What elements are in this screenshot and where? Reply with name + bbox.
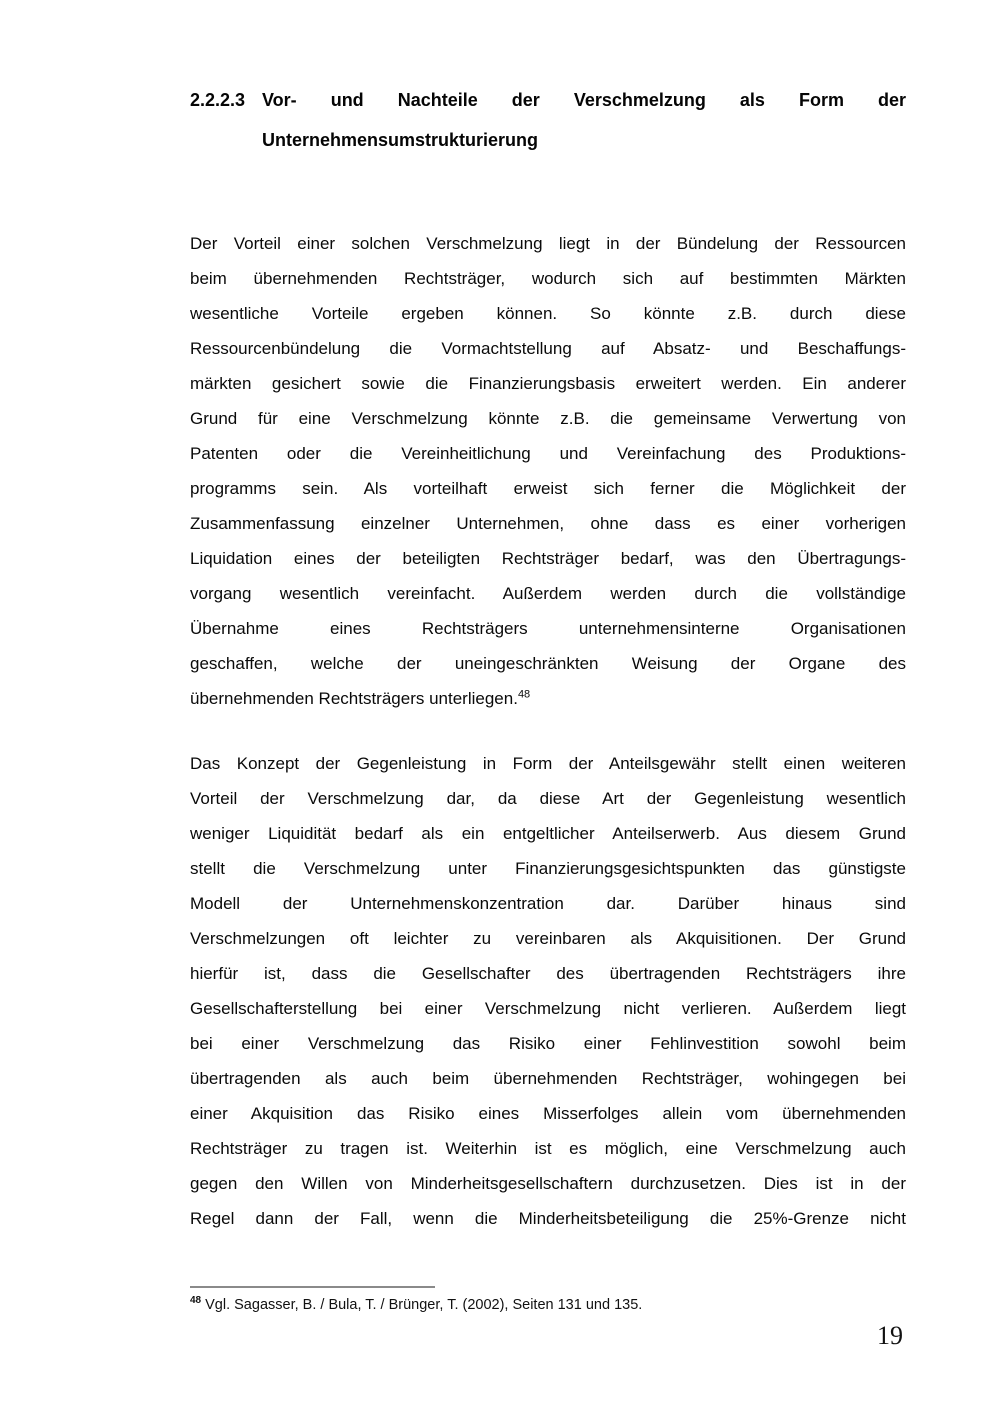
text-line: Grund für eine Verschmelzung könnte z.B. die gemeinsame Verwertung von bbox=[190, 409, 906, 428]
body-paragraph-2 bbox=[190, 746, 906, 1236]
footnote-area bbox=[190, 1286, 906, 1315]
footnote-text: Vgl. Sagasser, B. / Bula, T. / Brünger, T. (2002), Seiten 131 und 135. bbox=[205, 1297, 643, 1313]
text-line: Ressourcenbündelung die Vormachtstellung auf Absatz- und Beschaffungs- bbox=[190, 339, 906, 358]
text-line: geschaffen, welche der uneingeschränkten Weisung der Organe des bbox=[190, 654, 906, 673]
text-line: Der Vorteil einer solchen Verschmelzung liegt in der Bündelung der Ressourcen bbox=[190, 234, 906, 253]
text-line: wesentliche Vorteile ergeben können. So könnte z.B. durch diese bbox=[190, 304, 906, 323]
text-line: programms sein. Als vorteilhaft erweist sich ferner die Möglichkeit der bbox=[190, 479, 906, 498]
text-line: Gesellschafterstellung bei einer Verschmelzung nicht verlieren. Außerdem liegt bbox=[190, 999, 906, 1018]
text-line: Verschmelzungen oft leichter zu vereinbaren als Akquisitionen. Der Grund bbox=[190, 929, 906, 948]
text-line: gegen den Willen von Minderheitsgesellschaftern durchzusetzen. Dies ist in der bbox=[190, 1174, 906, 1193]
text-line-content: übernehmenden Rechtsträgers unterliegen. bbox=[190, 689, 518, 708]
section-heading bbox=[190, 80, 906, 160]
text-line: hierfür ist, dass die Gesellschafter des übertragenden Rechtsträgers ihre bbox=[190, 964, 906, 983]
text-line: übertragenden als auch beim übernehmenden Rechtsträger, wohingegen bei bbox=[190, 1069, 906, 1088]
footnote-reference: 48 bbox=[517, 688, 531, 701]
text-line: vorgang wesentlich vereinfacht. Außerdem werden durch die vollständige bbox=[190, 584, 906, 603]
text-line: weniger Liquidität bedarf als ein entgeltlicher Anteilserwerb. Aus diesem Grund bbox=[190, 824, 906, 843]
section-title-line-1: Vor- und Nachteile der Verschmelzung als Form der bbox=[262, 90, 906, 110]
section-title bbox=[262, 80, 906, 160]
footnote-marker: 48 bbox=[190, 1295, 202, 1307]
text-line: Liquidation eines der beteiligten Rechtsträger bedarf, was den Übertragungs- bbox=[190, 549, 906, 568]
footnote bbox=[190, 1295, 906, 1315]
body-paragraph-1 bbox=[190, 226, 906, 716]
text-line: Patenten oder die Vereinheitlichung und Vereinfachung des Produktions- bbox=[190, 444, 906, 463]
text-line: beim übernehmenden Rechtsträger, wodurch sich auf bestimmten Märkten bbox=[190, 269, 906, 288]
section-title-line-2: Unternehmensumstrukturierung bbox=[262, 130, 539, 150]
text-line: Modell der Unternehmenskonzentration dar. Darüber hinaus sind bbox=[190, 894, 906, 913]
text-line: Das Konzept der Gegenleistung in Form der Anteilsgewähr stellt einen weiteren bbox=[190, 754, 906, 773]
text-line: Vorteil der Verschmelzung dar, da diese Art der Gegenleistung wesentlich bbox=[190, 789, 906, 808]
footnote-separator-rule bbox=[190, 1286, 435, 1288]
text-line: Regel dann der Fall, wenn die Minderheitsbeteiligung die 25%-Grenze nicht bbox=[190, 1209, 906, 1228]
text-line: bei einer Verschmelzung das Risiko einer Fehlinvestition sowohl beim bbox=[190, 1034, 906, 1053]
section-number: 2.2.2.3 bbox=[190, 90, 246, 110]
text-line: einer Akquisition das Risiko eines Misserfolges allein vom übernehmenden bbox=[190, 1104, 906, 1123]
text-line: stellt die Verschmelzung unter Finanzierungsgesichtspunkten das günstigste bbox=[190, 859, 906, 878]
page-number: 19 bbox=[877, 1321, 903, 1350]
text-block bbox=[190, 0, 906, 1236]
text-line: Übernahme eines Rechtsträgers unternehmensinterne Organisationen bbox=[190, 619, 906, 638]
text-line bbox=[190, 681, 906, 716]
text-line: märkten gesichert sowie die Finanzierungsbasis erweitert werden. Ein anderer bbox=[190, 374, 906, 393]
text-line: Rechtsträger zu tragen ist. Weiterhin ist es möglich, eine Verschmelzung auch bbox=[190, 1139, 906, 1158]
text-line: Zusammenfassung einzelner Unternehmen, ohne dass es einer vorherigen bbox=[190, 514, 906, 533]
